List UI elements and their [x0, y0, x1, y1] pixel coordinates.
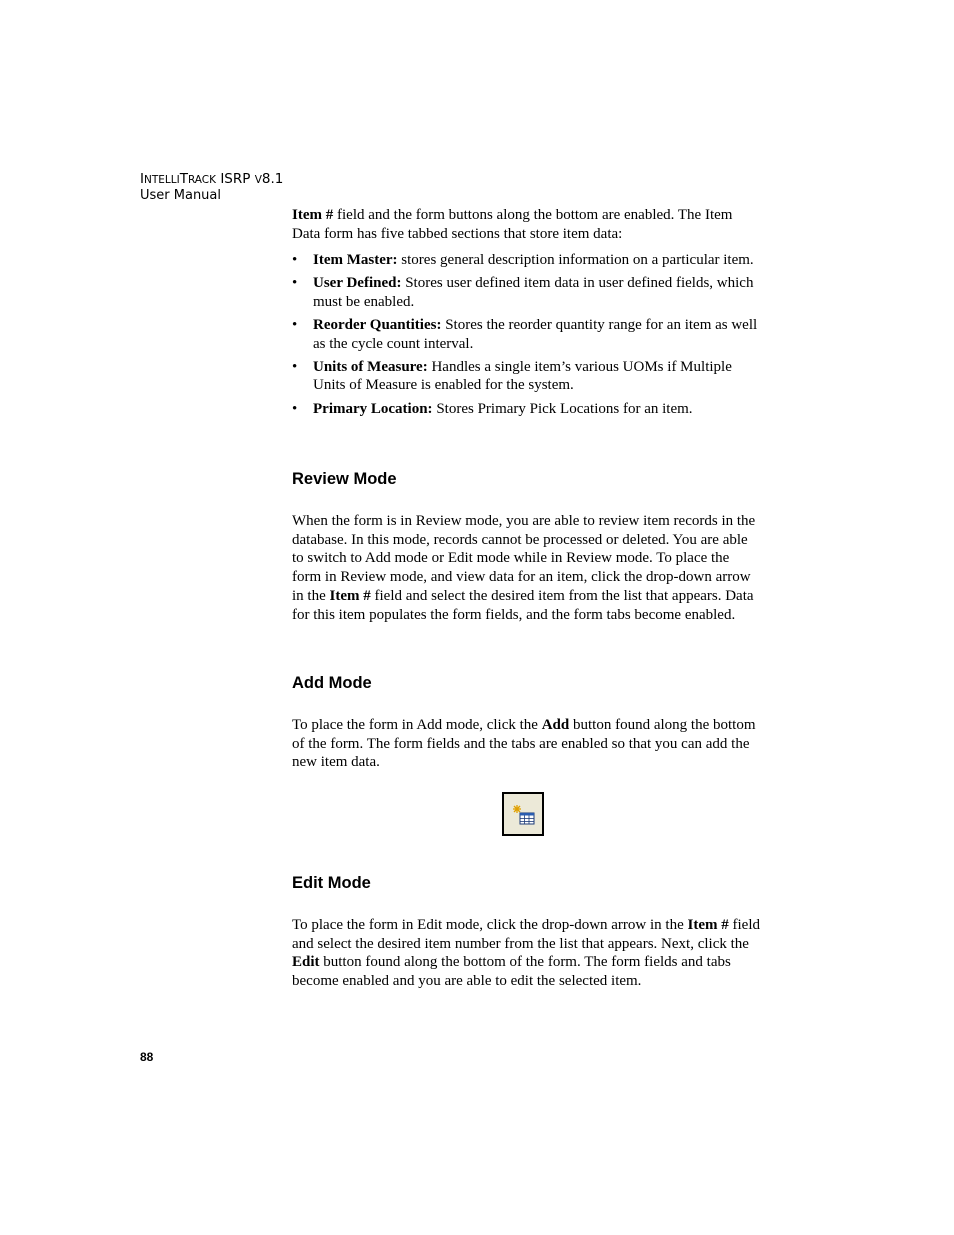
bullet-marker: • [292, 317, 298, 334]
add-record-icon [504, 794, 542, 834]
bullet-marker: • [292, 359, 298, 376]
add-mode-paragraph: To place the form in Add mode, click the Add button found along the bottom of the form. The form fields and the tabs are enabled so that you can add the new item data. [292, 717, 756, 771]
intro-bold: Item # [292, 207, 334, 223]
review-mode-paragraph: When the form is in Review mode, you are able to review item records in the database. In this mode, records cannot be processed or deleted. You are able to switch to Add mode or Edit mode while in Review mode. To place the form in Review mode, and view data for an item, click the drop-down arrow in the Item # field and select the desired item from the list that appears. Data for this item populates the form fields, and the form tabs become enabled. [292, 513, 756, 623]
review-mode-heading: Review Mode [292, 470, 397, 488]
add-button-image [502, 792, 544, 836]
list-item: • Item Master: stores general description information on a particular item. [292, 252, 754, 268]
edit-mode-paragraph: To place the form in Edit mode, click the drop-down arrow in the Item # field and select the desired item number from the list that appears. Next, click the Edit button found along the bottom of the form. The form fields and tabs become enabled and you are able to edit the selected item. [292, 917, 761, 990]
bullet-marker: • [292, 400, 298, 417]
bullet-marker: • [292, 252, 298, 268]
add-mode-heading: Add Mode [292, 674, 372, 692]
page-number: 88 [140, 1050, 154, 1064]
running-header-subtitle: User Manual [140, 188, 222, 203]
edit-mode-heading: Edit Mode [292, 874, 371, 892]
list-item: • Primary Location: Stores Primary Pick Locations for an item. [292, 400, 693, 417]
list-item: • User Defined: Stores user defined item data in user defined fields, which must be enabled. [292, 275, 754, 310]
running-header-title: INTELLITRACK ISRP V8.1 [140, 171, 284, 187]
intro-paragraph: Item # field and the form buttons along the bottom are enabled. The Item Data form has five tabbed sections that store item data: [292, 207, 733, 242]
list-item: • Units of Measure: Handles a single item’s various UOMs if Multiple Units of Measure is enabled for the system. [292, 359, 732, 394]
tab-sections-list [292, 251, 762, 423]
list-item: • Reorder Quantities: Stores the reorder quantity range for an item as well as the cycle count interval. [292, 317, 758, 352]
bullet-marker: • [292, 275, 298, 292]
